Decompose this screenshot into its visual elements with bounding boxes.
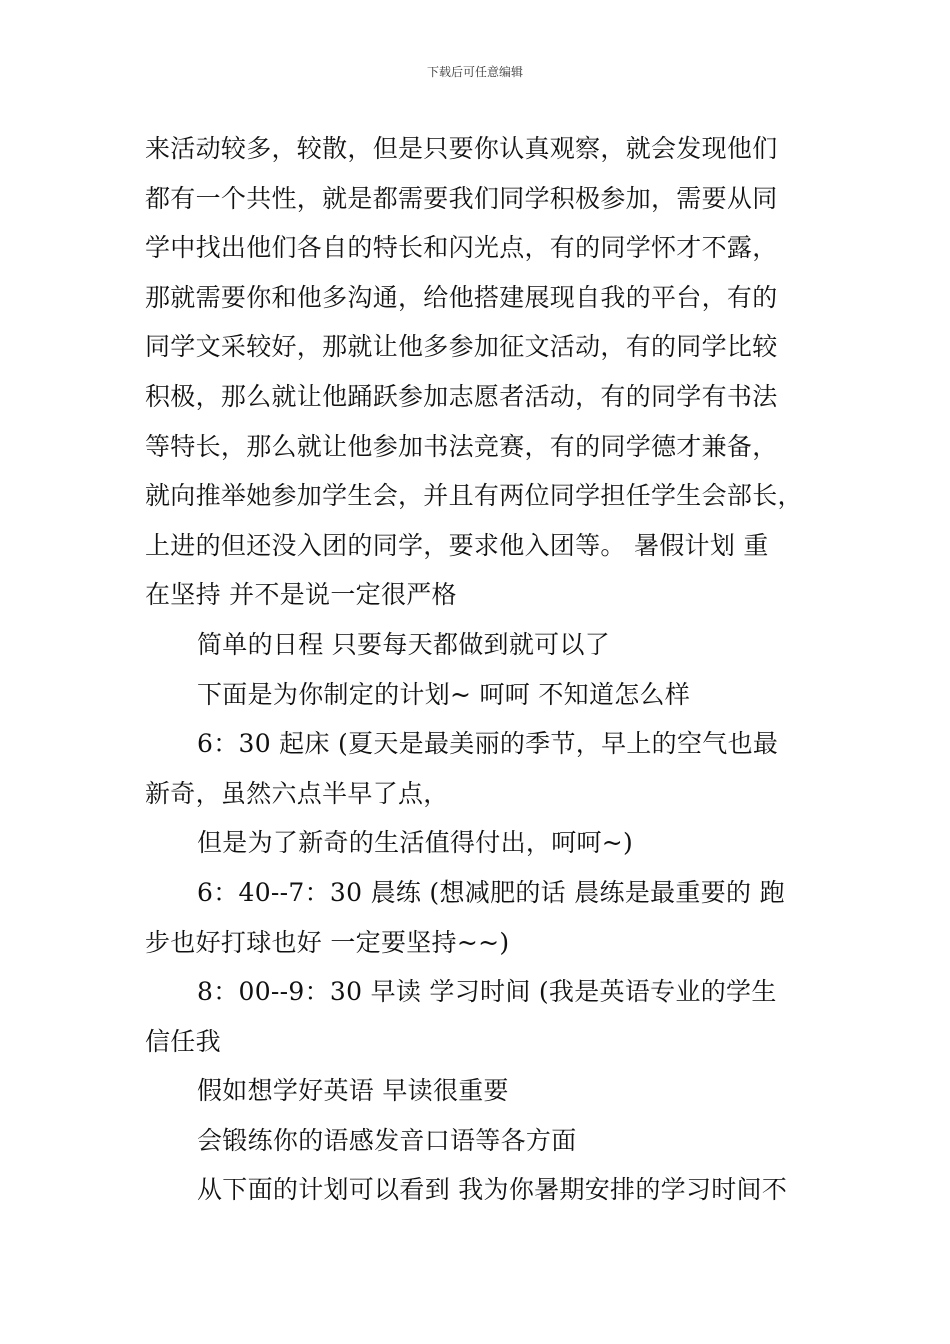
page-header-note: 下载后可任意编辑 xyxy=(426,65,523,79)
text-line: 积极，那么就让他踊跃参加志愿者活动，有的同学有书法 xyxy=(145,381,778,411)
text-line: 来活动较多，较散，但是只要你认真观察，就会发现他们 xyxy=(145,134,778,163)
text-line: 就向推举她参加学生会，并且有两位同学担任学生会部长， xyxy=(145,481,803,511)
text-line: 8：00--9：30 早读 学习时间 (我是英语专业的学生 xyxy=(197,977,777,1007)
text-line: 信任我 xyxy=(145,1026,221,1056)
text-line: 假如想学好英语 早读很重要 xyxy=(197,1076,509,1106)
text-line: 下面是为你制定的计划~ 呵呵 不知道怎么样 xyxy=(197,679,691,709)
text-line: 同学文采较好，那就让他多参加征文活动，有的同学比较 xyxy=(145,332,778,362)
text-line: 在坚持 并不是说一定很严格 xyxy=(145,580,457,610)
text-line: 新奇，虽然六点半早了点， xyxy=(145,778,449,808)
text-line: 那就需要你和他多沟通，给他搭建展现自我的平台，有的 xyxy=(145,282,778,312)
text-line: 都有一个共性，就是都需要我们同学积极参加，需要从同 xyxy=(145,183,778,213)
document-body xyxy=(145,124,807,1215)
text-line: 6：40--7：30 晨练 (想减肥的话 晨练是最重要的 跑 xyxy=(197,877,785,907)
text-line: 简单的日程 只要每天都做到就可以了 xyxy=(197,629,611,659)
text-line: 等特长，那么就让他参加书法竞赛，有的同学德才兼备， xyxy=(145,431,778,461)
text-line: 从下面的计划可以看到 我为你暑期安排的学习时间不 xyxy=(197,1175,788,1205)
text-line: 会锻练你的语感发音口语等各方面 xyxy=(197,1125,577,1155)
text-line: 学中找出他们各自的特长和闪光点，有的同学怀才不露， xyxy=(145,233,778,263)
text-line: 但是为了新奇的生活值得付出，呵呵~) xyxy=(197,828,634,858)
text-line: 步也好打球也好 一定要坚持~~) xyxy=(145,927,510,957)
text-line: 上进的但还没入团的同学，要求他入团等。 暑假计划 重 xyxy=(145,530,769,560)
text-line: 6：30 起床 (夏天是最美丽的季节，早上的空气也最 xyxy=(197,729,779,759)
